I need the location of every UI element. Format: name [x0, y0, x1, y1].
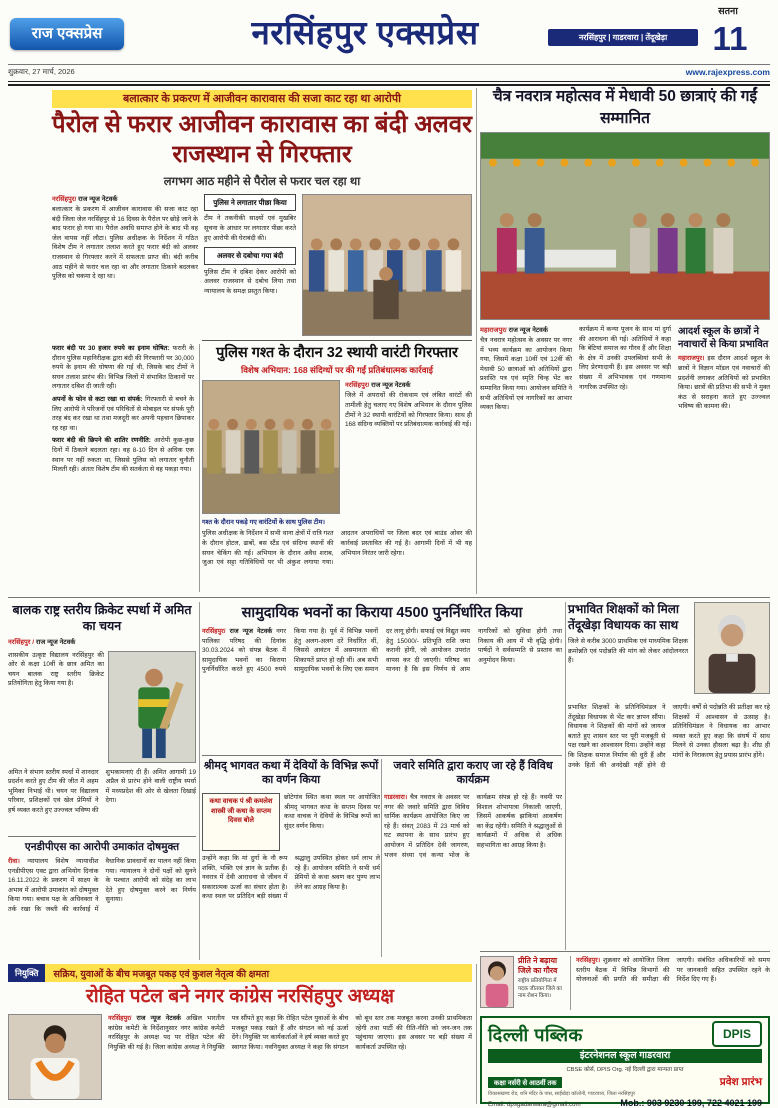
teachers-headline-block	[568, 602, 688, 698]
warrant-side-text: जिले में अपराधों की रोकथाम एवं लंबित वारंटों की तामीली हेतु चलाए गए विशेष अभियान के दौरान पुलिस टीमों ने 32 स्थायी वारंटियों को गिरफ्तार किया। साथ ही 168 संदिग्ध व्यक्तियों पर प्रतिबंधात्मक कार्रवाई की गई।	[345, 392, 472, 429]
warrant-subhead: विशेष अभियान: 168 संदिग्धों पर की गईं प्रतिबंधात्मक कार्रवाई	[241, 365, 433, 376]
congress-kicker-strip	[8, 964, 472, 982]
lead-column-2	[204, 194, 296, 336]
ndps-body-text: रीवा। न्यायालय विशेष न्यायाधीश एनडीपीएस एक्ट द्वारा अभियोग दिनांक 16.11.2022 के प्रकरण में साक्ष्य के अभाव में आरोपी उमाकांत को दोषमुक्त किया गया। बचाव पक्ष के अधिवक्ता ने तर्क रखा कि जब्ती की कार्रवाई में वैधानिक प्रावधानों का पालन नहीं किया गया। न्यायालय ने दोनों पक्षों को सुनने के पश्चात आरोपी को संदेह का लाभ देते हुए दोषमुक्त करने का निर्णय सुनाया।	[8, 858, 196, 914]
navratri-photo-image	[481, 133, 769, 319]
brand-logo: राज एक्सप्रेस	[10, 18, 124, 50]
lead-continued-column	[52, 344, 194, 592]
warrant-byline: नरसिंहपुर/ राज न्यूज नेटवर्क	[345, 382, 411, 390]
lead-photo-image	[303, 195, 471, 335]
section-rule	[480, 951, 770, 952]
cricket-photo-image	[109, 652, 195, 762]
edition-label: सतना	[718, 6, 738, 17]
bhagwat-content-row	[202, 793, 380, 851]
bhagwat-quote-box: कथा वाचक पं श्री कमलेश शास्त्री जी कथा के सप्तम दिवस बोले	[202, 793, 280, 851]
school-advertisement	[480, 1016, 770, 1108]
preeti-text-block	[518, 956, 566, 1012]
preeti-brief	[480, 956, 566, 1012]
warrant-headline: पुलिस गश्त के दौरान 32 स्थायी वारंटी गिरफ्तार	[216, 345, 458, 361]
column-rule	[570, 956, 571, 1010]
lead-photo	[302, 194, 472, 336]
community-body-text: नरसिंहपुर/ राज न्यूज नेटवर्क नगर पालिका परिषद की दिनांक 30.03.2024 को संपन्न बैठक में सामुदायिक भवनों का किराया पुनर्निर्धारित करते हुए 4500 रुपये किया गया है। पूर्व में विभिन्न भवनों हेतु अलग-अलग दरें निर्धारित थीं, जिससे आवंटन में असमानता की शिकायतें प्राप्त हो रही थीं। अब सभी सामुदायिक भवनों के लिए एक समान दर लागू होगी। सफाई एवं विद्युत व्यय हेतु 15000/- प्रतिभूति राशि जमा करानी होगी, जो आयोजन उपरांत वापस कर दी जाएगी। परिषद का मानना है कि इस निर्णय से आम नागरिकों को सुविधा होगी तथा निकाय की आय में भी वृद्धि होगी। पार्षदों ने सर्वसम्मति से प्रस्ताव का अनुमोदन किया।	[202, 628, 562, 674]
column-rule	[199, 344, 200, 592]
jaware-body-text: गाडरवारा। चैत्र नवरात्र के अवसर पर नगर की जवारे समिति द्वारा विविध धार्मिक कार्यक्रम आयोजित किए जा रहे हैं। संवत् 2083 में 23 मार्च को घट स्थापना के साथ प्रारंभ हुए आयोजन में प्रतिदिन देवी जागरण, भजन संध्या एवं कन्या भोज के कार्यक्रम संपन्न हो रहे हैं। नवमी पर विशाल शोभायात्रा निकाली जाएगी, जिसमें आकर्षक झांकियां आकर्षण का केंद्र रहेंगी। समिति ने श्रद्धालुओं से कार्यक्रमों में अधिक से अधिक सहभागिता का आग्रह किया है।	[384, 794, 562, 859]
teachers-photo	[694, 602, 770, 694]
ad-classes-badge: कक्षा नर्सरी से आठवीं तक	[488, 1077, 562, 1088]
warrant-photo	[202, 380, 340, 514]
congress-headline: रोहित पटेल बने नगर कांग्रेस नरसिंहपुर अध्यक्ष	[86, 986, 394, 1007]
navratri-column-2	[579, 325, 671, 592]
warrant-bottom-text: पुलिस अधीक्षक के निर्देशन में सभी थाना क्षेत्रों में रात्रि गश्त के दौरान होटल, ढाबों, बस स्टैंड एवं संदिग्ध स्थानों की सघन चेकिंग की गई। अभियान के दौरान अवैध शराब, जुआ एवं सट्टा गतिविधियों पर भी अंकुश लगाया गया। आदतन अपराधियों पर जिला बदर एवं बाउंड ओवर की कार्रवाई प्रस्तावित की गई है। आगामी दिनों में भी यह अभियान निरंतर जारी रहेगा।	[202, 530, 472, 567]
navratri-column-3	[678, 325, 770, 592]
publication-date: शुक्रवार, 27 मार्च, 2026	[8, 67, 75, 76]
lead-box1-title: पुलिस ने लगातार पीछा किया	[204, 194, 296, 211]
ad-admission-label: प्रवेश प्रारंभ	[719, 1076, 762, 1088]
ad-title-row	[488, 1021, 762, 1047]
cricket-article	[8, 602, 196, 832]
teachers-headline: प्रभावित शिक्षकों को मिला तेंदूखेड़ा विधायक का साथ	[568, 602, 680, 632]
lead-headline: पैरोल से फरार आजीवन कारावास का बंदी अलवर राजस्थान से गिरफ्तार	[52, 111, 472, 168]
preeti-photo-image	[481, 957, 513, 1007]
warrant-article	[202, 340, 472, 592]
column-rule	[476, 964, 477, 1104]
cricket-intro-text: शासकीय उत्कृष्ट विद्यालय नरसिंहपुर की ओर से कक्षा 10वीं के छात्र अमित का चयन बालक राष्ट्र स्तरीय क्रिकेट प्रतियोगिता हेतु किया गया है।	[8, 651, 104, 688]
teachers-article	[568, 602, 770, 946]
ad-school-subtitle: इंटरनेशनल स्कूल गाडरवारा	[488, 1049, 762, 1063]
dpis-logo: DPIS	[712, 1021, 762, 1047]
bhagwat-body-text: उन्होंने कहा कि मां दुर्गा के नौ रूप शक्ति, भक्ति एवं ज्ञान के प्रतीक हैं। नवरात्र में देवी आराधना से जीवन में सकारात्मक ऊर्जा का संचार होता है। कथा स्थल पर प्रतिदिन बड़ी संख्या में श्रद्धालु उपस्थित होकर धर्म लाभ ले रहे हैं। आयोजन समिति ने सभी धर्म प्रेमियों से कथा श्रवण कर पुण्य लाभ लेने का आग्रह किया है।	[202, 855, 380, 901]
community-headline: सामुदायिक भवनों का किराया 4500 पुनर्निर्धारित किया	[241, 605, 523, 621]
section-rule	[8, 836, 196, 837]
lead-box2-title: अलवर से दबोचा गया बंदी	[204, 247, 296, 264]
section-rule	[202, 755, 562, 756]
news-brief: नरसिंहपुर। शुक्रवार को आयोजित जिला स्तरीय बैठक में विभिन्न विभागों की योजनाओं की प्रगति की समीक्षा की जाएगी। संबंधित अधिकारियों को समय पर जानकारी सहित उपस्थित रहने के निर्देश दिए गए हैं।	[576, 957, 770, 984]
lead-column-1	[52, 194, 198, 336]
preeti-text: राष्ट्रीय प्रतियोगिता में पदक जीतकर जिले का नाम रोशन किया।	[518, 978, 562, 1000]
preeti-photo	[480, 956, 514, 1008]
jaware-article	[384, 759, 562, 959]
column-rule	[476, 88, 477, 594]
ad-mobile-text: Mob.: 903 9230 199, 722 4021 199	[620, 1098, 762, 1108]
ad-email-text: Email: dpsgadarwara@gmail.com	[488, 1101, 581, 1108]
ndps-headline: एनडीपीएस का आरोपी उमाकांत दोषमुक्त	[24, 841, 180, 853]
lead-more-para: फरार बंदी पर 30 हजार रुपये का इनाम घोषित: फरारी के दौरान पुलिस महानिरीक्षक द्वारा बंदी की गिरफ्तारी पर 30,000 रुपये के इनाम की घोषणा की गई थी, जिसके बाद टीमों ने सघन तलाश प्रारंभ की। विभिन्न जिलों में संभावित ठिकानों पर लगातार दबिश दी जाती रही।	[52, 345, 194, 391]
ad-school-title: दिल्ली पब्लिक	[488, 1025, 583, 1045]
lead-more-para: फरार बंदी की छिपने की शातिर रणनीति: आरोपी कुछ-कुछ दिनों में ठिकाने बदलता रहा। वह 8-10 दिन से अधिक एक स्थान पर नहीं रुकता था, जिससे पुलिस को लगातार चुनौती मिलती रही। अंततः विशेष टीम की सतर्कता से वह पकड़ा गया।	[52, 437, 194, 474]
cricket-body-text: अमित ने संभाग स्तरीय स्पर्धा में शानदार प्रदर्शन करते हुए टीम की जीत में अहम भूमिका निभाई थी। चयन पर विद्यालय परिवार, प्रशिक्षकों एवं खेल प्रेमियों ने हर्ष व्यक्त करते हुए उज्ज्वल भविष्य की शुभकामनाएं दी हैं। अमित आगामी 19 अप्रैल से प्रारंभ होने वाली राष्ट्रीय स्पर्धा में मध्यप्रदेश की ओर से खेलता दिखाई देगा।	[8, 768, 196, 814]
lead-box2-text: पुलिस टीम ने दबिश देकर आरोपी को अलवर राजस्थान से दबोच लिया तथा न्यायालय के समक्ष प्रस्तुत किया।	[204, 268, 296, 295]
column-rule	[381, 759, 382, 957]
adarsh-school-subheadline: आदर्श स्कूल के छात्रों ने नवाचारों से किया प्रभावित	[678, 326, 769, 351]
jaware-headline: जवारे समिति द्वारा कराए जा रहे हैं विविध कार्यक्रम	[393, 760, 553, 787]
teachers-intro-text: जिले से करीब 3000 प्राथमिक एवं माध्यमिक शिक्षक क्रमोन्नति एवं पदोन्नति की मांग को लेकर आंदोलनरत हैं।	[568, 638, 688, 665]
congress-kicker-label: नियुक्ति	[8, 964, 45, 982]
masthead-title: नरसिंहपुर एक्सप्रेस	[251, 14, 479, 51]
community-article	[202, 602, 562, 752]
page-number: 11	[712, 20, 748, 57]
congress-content-row	[8, 1014, 472, 1104]
warrant-content-row	[202, 380, 472, 514]
congress-photo	[8, 1014, 102, 1100]
warrant-side-column	[345, 380, 472, 514]
navratri-headline: चैत्र नवरात्र महोत्सव में मेधावी 50 छात्राएं की गईं सम्मानित	[492, 88, 758, 127]
lead-body-text: बलात्कार के प्रकरण में आजीवन कारावास की सजा काट रहा बंदी जिला जेल नरसिंहपुर से 16 दिवस के पैरोल पर छोड़े जाने के बाद फरार हो गया था। पैरोल अवधि समाप्त होने के बाद भी वह जेल वापस नहीं लौटा। पुलिस अधीक्षक के निर्देशन में गठित विशेष टीम ने लगातार तलाश करते हुए फरार बंदी को अलवर राजस्थान से गिरफ्तार करने में सफलता प्राप्त की। बंदी करीब आठ महीने से फरार चल रहा था और लगातार ठिकाने बदलकर पुलिस को चकमा दे रहा था।	[52, 206, 198, 281]
column-rule	[199, 602, 200, 960]
warrant-photo-caption: गश्त के दौरान पकड़े गए वारंटियों के साथ पुलिस टीम।	[202, 519, 325, 527]
cricket-photo	[108, 651, 196, 763]
column-rule	[565, 602, 566, 950]
cricket-byline: नरसिंहपुर / राज न्यूज नेटवर्क	[8, 638, 76, 646]
navratri-photo	[480, 132, 770, 320]
locations-bar: नरसिंहपुर | गाडरवारा | तेंदूखेड़ा	[548, 29, 698, 46]
section-rule	[8, 597, 770, 598]
bhagwat-article	[202, 759, 380, 959]
adarsh-school-text: महाराजपुर। इस दौरान आदर्श स्कूल के छात्रों ने विज्ञान मॉडल एवं नवाचारों की प्रदर्शनी लगाकर अतिथियों को प्रभावित किया। छात्रों की प्रतिभा की सभी ने मुक्त कंठ से सराहना करते हुए उज्ज्वल भविष्य की कामना की।	[678, 355, 770, 411]
cricket-headline: बालक राष्ट्र स्तरीय क्रिकेट स्पर्धा में अमित का चयन	[12, 603, 192, 634]
cricket-content-row	[8, 651, 196, 765]
congress-body-text: नरसिंहपुर/ राज न्यूज नेटवर्क अखिल भारतीय कांग्रेस कमेटी के निर्देशानुसार नगर कांग्रेस कमेटी नरसिंहपुर के अध्यक्ष पद पर रोहित पटेल की नियुक्ति की गई है। जिला कांग्रेस अध्यक्ष ने नियुक्ति पत्र सौंपते हुए कहा कि रोहित पटेल युवाओं के बीच मजबूत पकड़ रखते हैं और संगठन को नई ऊर्जा देंगे। नियुक्ति पर कार्यकर्ताओं ने हर्ष व्यक्त करते हुए स्वागत किया। नवनियुक्त अध्यक्ष ने कहा कि संगठन को बूथ स्तर तक मजबूत करना उनकी प्राथमिकता रहेगी तथा पार्टी की रीति-नीति को जन-जन तक पहुंचाया जाएगा। इस अवसर पर बड़ी संख्या में कार्यकर्ता उपस्थित रहे।	[108, 1015, 472, 1051]
navratri-byline: महाराजपुर/ राज न्यूज नेटवर्क	[480, 327, 548, 334]
ad-contact-row	[488, 1098, 762, 1108]
navratri-column-1	[480, 325, 572, 592]
lead-more-para: अपनों के फोन से कटा रखा था संपर्क: गिरफ्तारी से बचने के लिए आरोपी ने परिजनों एवं परिचितों से मोबाइल पर संपर्क पूरी तरह बंद कर रखा था तथा मजदूरी कर अपनी पहचान छिपाकर रह रहा था।	[52, 396, 194, 432]
lead-byline: नरसिंहपुर/ राज न्यूज नेटवर्क	[52, 196, 118, 203]
ad-affiliation-text: CBSE कोर्स, DPIS Org. नई दिल्ली द्वारा मान्यता प्राप्त	[566, 1067, 684, 1073]
ad-classes-row	[488, 1075, 762, 1089]
congress-photo-image	[9, 1015, 101, 1099]
ad-address-text: विकासखण्ड रोड, शनि मंदिर के पास, साईंखेड़ा कॉलोनी, गाडरवारा, जिला नरसिंहपुर	[488, 1091, 636, 1097]
congress-kicker-text: सक्रिय, युवाओं के बीच मजबूत पकड़ एवं कुशल नेतृत्व की क्षमता	[53, 968, 270, 980]
bhagwat-headline: श्रीमद् भागवत कथा में देवियों के विभिन्न रूपों का वर्णन किया	[203, 760, 379, 787]
warrant-photo-image	[203, 381, 339, 513]
navratri-article	[480, 86, 770, 592]
website-url: www.rajexpress.com	[685, 67, 770, 77]
dateline-row	[8, 64, 770, 79]
navratri-col1-text: चैत्र नवरात्र महोत्सव के अवसर पर नगर में भव्य कार्यक्रम का आयोजन किया गया, जिसमें कक्षा 10वीं एवं 12वीं की मेधावी 50 छात्राओं को अतिथियों द्वारा प्रशस्ति पत्र एवं स्मृति चिन्ह भेंट कर सम्मानित किया गया। आयोजन समिति ने सभी अतिथियों एवं नागरिकों का आभार व्यक्त किया।	[480, 337, 572, 412]
navratri-body	[480, 325, 770, 592]
preeti-headline: प्रीति ने बढ़ाया जिले का गौरव	[518, 956, 558, 976]
lead-box1-text: टीम ने तकनीकी साक्ष्यों एवं मुखबिर सूचना के आधार पर लगातार पीछा करते हुए आरोपी की घेराबंदी की।	[204, 215, 296, 242]
teachers-photo-image	[695, 603, 769, 693]
teachers-body-text: प्रभावित शिक्षकों के प्रतिनिधिमंडल ने तेंदूखेड़ा विधायक से भेंट कर ज्ञापन सौंपा। विधायक ने शिक्षकों की मांगों को जायज बताते हुए शासन स्तर पर पूरी मजबूती से पक्ष रखने का आश्वासन दिया। उन्होंने कहा कि शिक्षक समाज निर्माण की धुरी हैं और उनके हितों की अनदेखी नहीं होने दी जाएगी। वर्षों से पदोन्नति की प्रतीक्षा कर रहे शिक्षकों में आश्वासन से उत्साह है। प्रतिनिधिमंडल ने विधायक का आभार व्यक्त करते हुए कहा कि संघर्ष में साथ मिलने से उनका हौसला बढ़ा है। शीघ्र ही मांगों के निराकरण हेतु प्रयास प्रारंभ होंगे।	[568, 704, 770, 769]
ndps-article	[8, 840, 196, 960]
bhagwat-side-text: छोटेगांव स्थित कथा स्थल पर आयोजित श्रीमद् भागवत कथा के सप्तम दिवस पर कथा वाचक ने देवियों के विभिन्न रूपों का सुंदर वर्णन किया।	[284, 794, 380, 830]
congress-article	[8, 964, 472, 1104]
lead-subhead: लगभग आठ महीने से पैरोल से फरार चल रहा था	[163, 176, 361, 188]
teachers-header-row	[568, 602, 770, 698]
lead-kicker: बलात्कार के प्रकरण में आजीवन कारावास की सजा काट रहा था आरोपी	[52, 90, 472, 108]
navratri-col2-text: कार्यक्रम में कन्या पूजन के साथ मां दुर्गा की आराधना की गई। अतिथियों ने कहा कि बेटियां समाज का गौरव हैं और शिक्षा के क्षेत्र में उनकी उपलब्धियां सभी के लिए प्रेरणादायी हैं। इस अवसर पर बड़ी संख्या में अभिभावक एवं गणमान्य नागरिक उपस्थित रहे।	[579, 326, 671, 391]
